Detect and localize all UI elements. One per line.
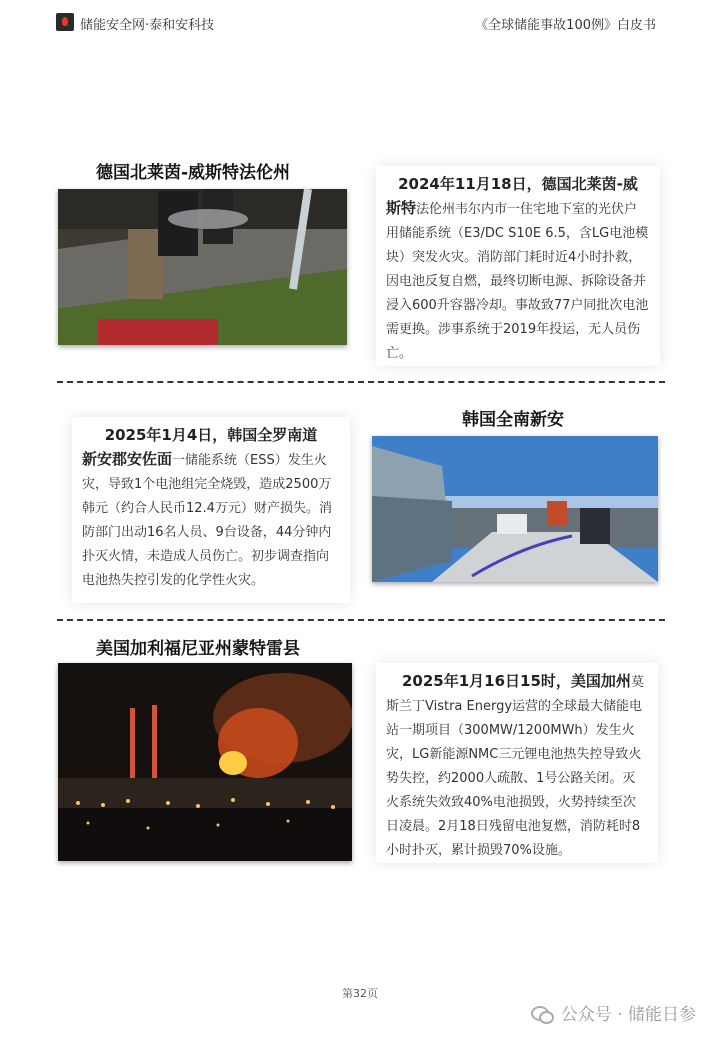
case-3-title: 美国加利福尼亚州蒙特雷县 <box>96 639 300 659</box>
watermark-text: 公众号 · 储能日参 <box>560 1005 696 1025</box>
flame-logo-icon <box>56 13 74 31</box>
case-2-body: 一储能系统（ESS）发生火灾，导致1个电池组完全烧毁，造成2500万韩元（约合人民币12.4万元）财产损失。消防部门出动16名人员、9台设备，44分钟内扑灭火情，未造成人员伤亡。初步调查指向电池热失控引发的化学性火灾。 <box>82 453 332 588</box>
separator-2 <box>57 619 665 621</box>
case-2-lead-cont: 新安郡安佐面 <box>82 450 173 468</box>
header-document-title: 《全球储能事故100例》白皮书 <box>475 18 656 33</box>
case-2-text-card <box>72 417 350 603</box>
case-2-title: 韩国全南新安 <box>462 410 564 430</box>
case-3-photo <box>58 663 352 861</box>
case-1-lead: 2024年11月18日，德国北莱茵-威 <box>398 175 638 193</box>
header-publisher: 储能安全网·泰和安科技 <box>80 18 215 33</box>
page-number: 第32页 <box>342 987 378 1000</box>
case-2-lead: 2025年1月4日，韩国全罗南道 <box>104 426 318 444</box>
case-3-text-card <box>376 663 658 863</box>
separator-1 <box>57 381 665 383</box>
case-3-lead: 2025年1月16日15时，美国加州 <box>402 672 631 690</box>
wechat-watermark <box>531 1000 696 1025</box>
case-1-lead-cont: 斯特 <box>386 199 417 217</box>
case-3-body: 莫斯兰丁Vistra Energy运营的全球最大储能电站一期项目（300MW/1200MWh）发生火灾，LG新能源NMC三元锂电池热失控导致火势失控，约2000人疏散、1号公路关闭。灭火系统失效致40%电池损毁，火势持续至次日凌晨。2月18日残留电池复燃，消防耗时8小时扑灭，累计损毁70%设施。 <box>386 675 644 858</box>
case-1-title: 德国北莱茵-威斯特法伦州 <box>96 163 291 183</box>
page-header <box>56 12 656 34</box>
case-1-body: 法伦州韦尔内市一住宅地下室的光伏户用储能系统（E3/DC S10E 6.5，含LG电池模块）突发火灾。消防部门耗时近4小时扑救，因电池反复自燃，最终切断电源、拆除设备并浸入600升容器冷却。事故致77户同批次电池需更换。涉事系统于2019年投运，无人员伤亡。 <box>386 202 649 361</box>
wechat-icon <box>531 1004 553 1022</box>
case-1-photo <box>58 189 347 345</box>
case-2-photo <box>372 436 658 582</box>
case-1-text-card <box>376 166 660 366</box>
